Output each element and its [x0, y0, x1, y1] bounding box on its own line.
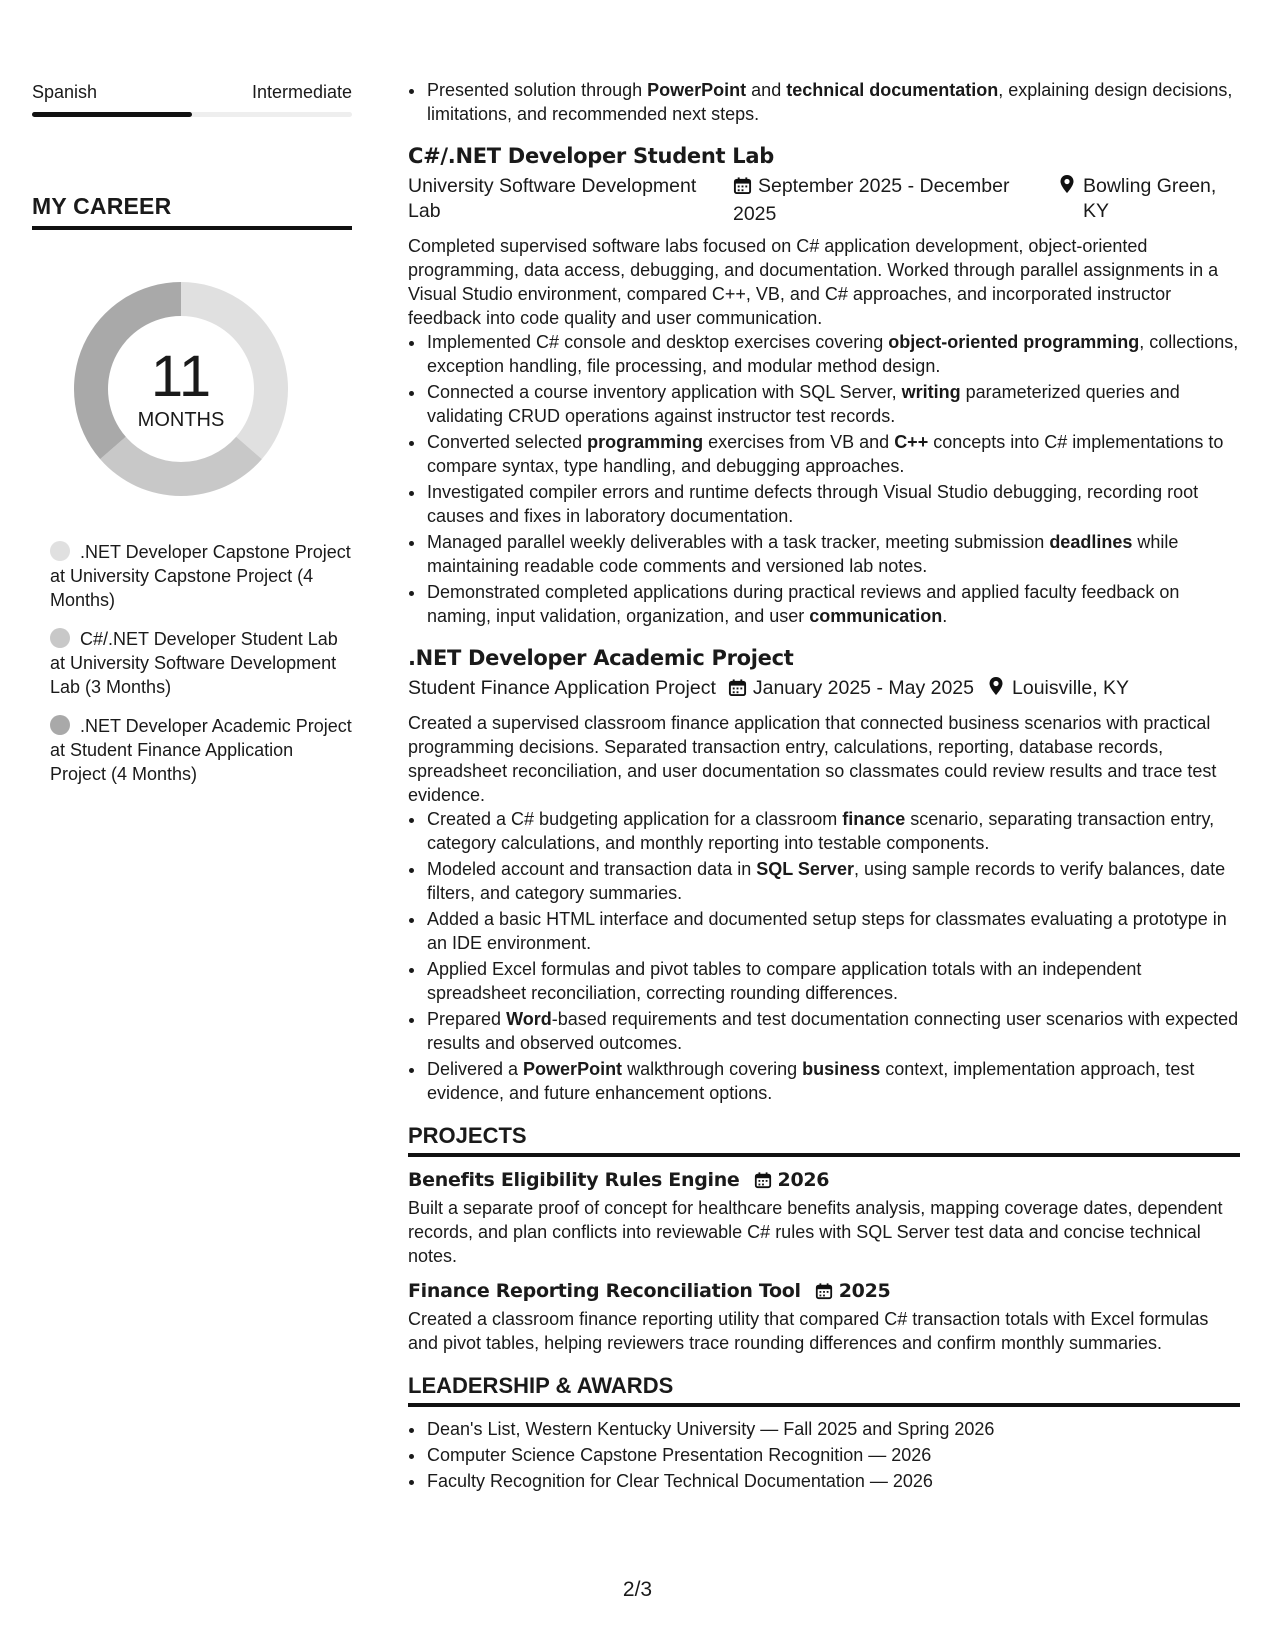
text-run: programming	[587, 432, 704, 452]
text-run: , using sample records to verify balances, date filters, and category summaries.	[427, 859, 1226, 903]
leadership-heading: LEADERSHIP & AWARDS	[408, 1373, 1240, 1407]
calendar-icon	[733, 176, 752, 202]
text-run: parameterized queries and validating CRUD operations against instructor test records.	[427, 382, 1180, 426]
project-title-row	[408, 1278, 1240, 1304]
legend-dot	[50, 715, 70, 735]
legend-text: .NET Developer Academic Project at Student Finance Application Project (4 Months)	[50, 716, 352, 784]
projects-heading: PROJECTS	[408, 1123, 1240, 1157]
career-legend	[50, 540, 352, 786]
text-run: Investigated compiler errors and runtime defects through Visual Studio debugging, recording root causes and fixes in laboratory documentation.	[427, 482, 1199, 526]
bullet-item	[426, 580, 1240, 628]
job-dates	[733, 174, 1045, 227]
text-run: object-oriented programming	[888, 332, 1140, 352]
bullet-item	[426, 907, 1240, 955]
language-level: Intermediate	[251, 82, 352, 102]
bullet-item	[426, 330, 1240, 378]
calendar-icon	[754, 1171, 772, 1189]
donut-center	[66, 274, 296, 504]
bullet-item	[426, 480, 1240, 528]
text-run: Presented solution through	[427, 80, 648, 100]
project-description: Built a separate proof of concept for healthcare benefits analysis, mapping coverage dates, dependent records, and plan conflicts into reviewable C# rules with SQL Server test data and concise technical notes.	[408, 1198, 1223, 1266]
map-pin-icon	[986, 676, 1006, 704]
project-entry	[408, 1167, 1240, 1268]
text-run: context, implementation approach, test evidence, and future enhancement options.	[427, 1059, 1195, 1103]
leadership-list	[408, 1417, 1240, 1493]
job-bullets	[408, 330, 1240, 628]
text-run: , explaining design decisions, limitations, and recommended next steps.	[427, 80, 1233, 124]
bullet-item	[426, 530, 1240, 578]
text-run: .	[942, 606, 948, 626]
project-name: Benefits Eligibility Rules Engine	[408, 1169, 740, 1191]
projects-list	[408, 1167, 1240, 1355]
text-run: Implemented C# console and desktop exercises covering	[427, 332, 889, 352]
job-dates	[728, 676, 974, 704]
job-bullets	[408, 807, 1240, 1105]
bullet-item	[426, 380, 1240, 428]
job-description: Completed supervised software labs focused on C# application development, object-oriented programming, data access, debugging, and documentation. Worked through parallel assignments in a Visual Studio environment, compared C++, VB, and C# approaches, and incorporated instructor feedback into code quality and user communication.	[408, 236, 1219, 328]
language-proficiency-fill	[32, 112, 192, 117]
text-run: scenario, separating transaction entry, category calculations, and monthly reporting into testable components.	[427, 809, 1215, 853]
job-entry	[408, 142, 1240, 628]
project-year-text: 2026	[777, 1169, 830, 1191]
text-run: Modeled account and transaction data in	[427, 859, 757, 879]
text-run: and	[746, 80, 787, 100]
carry-over-bullets	[408, 78, 1240, 126]
calendar-icon	[815, 1282, 833, 1300]
text-run: technical documentation	[786, 80, 999, 100]
text-run: communication	[809, 606, 943, 626]
text-run: concepts into C# implementations to compare syntax, type handling, and debugging approaches.	[427, 432, 1224, 476]
project-description: Created a classroom finance reporting utility that compared C# transaction totals with Excel formulas and pivot tables, helping reviewers trace rounding differences and confirm monthly summaries.	[408, 1309, 1209, 1353]
text-run: deadlines	[1049, 532, 1133, 552]
text-run: PowerPoint	[647, 80, 747, 100]
job-title: .NET Developer Academic Project	[408, 646, 794, 670]
project-year	[754, 1167, 830, 1193]
text-run: C++	[894, 432, 929, 452]
legend-text: .NET Developer Capstone Project at University Capstone Project (4 Months)	[50, 542, 351, 610]
text-run: Applied Excel formulas and pivot tables to compare application totals with an independent spreadsheet reconciliation, correcting rounding differences.	[427, 959, 1142, 1003]
job-location	[986, 676, 1129, 704]
award-item: • Dean's List, Western Kentucky University — Fall 2025 and Spring 2026	[426, 1417, 1240, 1441]
text-run: Delivered a	[427, 1059, 524, 1079]
job-location-text: Bowling Green, KY	[1083, 175, 1217, 222]
job-location	[1057, 174, 1240, 227]
bullet-item	[426, 957, 1240, 1005]
experience-list	[408, 142, 1240, 1105]
award-item: • Computer Science Capstone Presentation Recognition — 2026	[426, 1443, 1240, 1467]
career-legend-item	[50, 627, 352, 699]
bullet-item	[426, 807, 1240, 855]
career-total-unit: MONTHS	[137, 408, 225, 431]
legend-text: C#/.NET Developer Student Lab at University Software Development Lab (3 Months)	[50, 629, 338, 697]
project-name: Finance Reporting Reconciliation Tool	[408, 1280, 801, 1302]
bullet-item	[426, 78, 1240, 126]
bullet-item	[426, 1007, 1240, 1055]
job-dates-text: January 2025 - May 2025	[752, 677, 974, 699]
text-run: Created a C# budgeting application for a classroom	[427, 809, 843, 829]
job-dates-text: September 2025 - December 2025	[732, 175, 1010, 225]
page-number: 2/3	[622, 1578, 653, 1601]
job-company: University Software Development Lab	[408, 175, 697, 222]
project-year-text: 2025	[838, 1280, 891, 1302]
bullet-item	[426, 857, 1240, 905]
calendar-icon	[728, 678, 747, 704]
sidebar	[32, 80, 352, 801]
job-title: C#/.NET Developer Student Lab	[408, 144, 774, 168]
bullet-item	[426, 430, 1240, 478]
language-proficiency-bar	[32, 112, 352, 117]
text-run: while maintaining readable code comments and versioned lab notes.	[427, 532, 1179, 576]
job-description: Created a supervised classroom finance application that connected business scenarios with practical programming decisions. Separated transaction entry, calculations, reporting, database records, spreadsheet reconciliation, and user documentation so classmates could review results and trace test evidence.	[408, 713, 1217, 805]
text-run: finance	[842, 809, 906, 829]
text-run: , collections, exception handling, file processing, and modular method design.	[427, 332, 1239, 376]
career-legend-item	[50, 714, 352, 786]
language-row	[32, 80, 352, 104]
project-entry	[408, 1278, 1240, 1355]
bullet-item	[426, 1057, 1240, 1105]
text-run: Word	[506, 1009, 552, 1029]
text-run: PowerPoint	[523, 1059, 623, 1079]
legend-dot	[50, 628, 70, 648]
main-content	[408, 78, 1240, 1495]
career-total-months: 11	[150, 343, 212, 409]
text-run: business	[802, 1059, 881, 1079]
text-run: walkthrough covering	[622, 1059, 803, 1079]
job-meta	[408, 174, 1240, 227]
project-title-row	[408, 1167, 1240, 1193]
job-meta	[408, 676, 1240, 704]
text-run: Converted selected	[427, 432, 588, 452]
text-run: Prepared	[427, 1009, 507, 1029]
career-legend-item	[50, 540, 352, 612]
award-item: • Faculty Recognition for Clear Technical Documentation — 2026	[426, 1469, 1240, 1493]
career-heading: MY CAREER	[32, 193, 352, 230]
project-year	[815, 1278, 891, 1304]
text-run: writing	[901, 382, 961, 402]
legend-dot	[50, 541, 70, 561]
text-run: Connected a course inventory application with SQL Server,	[427, 382, 902, 402]
job-entry	[408, 644, 1240, 1105]
text-run: Added a basic HTML interface and documented setup steps for classmates evaluating a prototype in an IDE environment.	[427, 909, 1227, 953]
career-donut-chart	[66, 274, 296, 504]
job-company: Student Finance Application Project	[408, 677, 716, 699]
text-run: SQL Server	[756, 859, 854, 879]
job-location-text: Louisville, KY	[1012, 677, 1130, 699]
text-run: Managed parallel weekly deliverables with a task tracker, meeting submission	[427, 532, 1050, 552]
text-run: Demonstrated completed applications during practical reviews and applied faculty feedback on naming, input validation, organization, and user	[427, 582, 1180, 626]
language-name: Spanish	[32, 82, 98, 102]
map-pin-icon	[1057, 174, 1077, 227]
text-run: -based requirements and test documentation connecting user scenarios with expected results and observed outcomes.	[427, 1009, 1239, 1053]
text-run: exercises from VB and	[703, 432, 895, 452]
